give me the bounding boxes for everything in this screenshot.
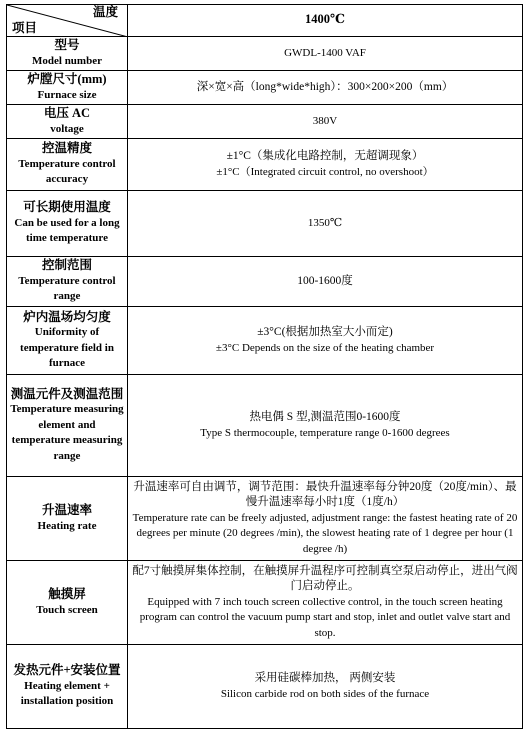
row-label-cell	[7, 139, 128, 191]
table-row	[7, 477, 523, 561]
row-value-cell	[128, 561, 523, 645]
row-label-en: Touch screen	[36, 603, 98, 616]
row-label-zh: 触摸屏	[48, 587, 86, 601]
row-value-cell	[128, 645, 523, 729]
row-value-line: 配7寸触摸屏集体控制，在触摸屏升温程序可控制真空泵启动停止，进出气阀门启动停止。	[132, 564, 518, 593]
row-label-zh: 炉膛尺寸(mm)	[27, 72, 107, 86]
row-value-cell	[128, 191, 523, 257]
row-value-line: ±3°C Depends on the size of the heating chamber	[215, 341, 435, 354]
table-row	[7, 105, 523, 139]
row-value-line: ±3°C(根据加热室大小而定)	[257, 326, 393, 338]
table-row	[7, 257, 523, 307]
row-value-line: Temperature rate can be freely adjusted, adjustment range: the fastest heating rate of 20 degrees per minute (20 degrees /min), the slowest heating rate of 1 degree per hour (1 degree /h)	[132, 511, 518, 555]
table-row	[7, 561, 523, 645]
row-value-line: 采用硅碳棒加热， 两侧安装	[254, 672, 396, 684]
row-value-line: ±1°C（集成化电路控制，无超调现象）	[226, 150, 424, 162]
row-value-line: ±1°C（Integrated circuit control, no overshoot）	[216, 165, 434, 178]
row-value-line: GWDL-1400 VAF	[284, 46, 366, 59]
row-label-en: Temperature control range	[18, 274, 116, 303]
row-label-cell	[7, 105, 128, 139]
row-value-cell	[128, 375, 523, 477]
row-value-cell	[128, 37, 523, 71]
corner-top-label: 温度	[92, 5, 118, 19]
row-label-en: Furnace size	[37, 88, 97, 101]
row-label-zh: 控制范围	[41, 258, 92, 273]
row-value-cell	[128, 105, 523, 139]
row-label-en: Uniformity of temperature field in furnace	[20, 326, 114, 369]
corner-diagonal-line	[7, 5, 128, 37]
row-label-en: Can be used for a long time temperature	[14, 216, 120, 245]
row-label-zh: 可长期使用温度	[23, 200, 111, 215]
table-row	[7, 139, 523, 191]
row-label-cell	[7, 307, 128, 375]
row-label-cell	[7, 645, 128, 729]
row-value-cell	[128, 307, 523, 375]
row-label-cell	[7, 477, 128, 561]
row-label-zh: 炉内温场均匀度	[23, 309, 111, 324]
row-value-line: 100-1600度	[297, 274, 353, 287]
header-value-cell	[128, 5, 523, 37]
row-label-en: Temperature control accuracy	[18, 157, 116, 186]
table-row	[7, 375, 523, 477]
header-row	[7, 5, 523, 37]
corner-header-cell	[7, 5, 128, 37]
table-row	[7, 71, 523, 105]
table-row	[7, 191, 523, 257]
row-label-en: Temperature measuring element and temperature measuring range	[10, 403, 124, 462]
table-row	[7, 307, 523, 375]
row-value-line: Silicon carbide rod on both sides of the furnace	[220, 687, 430, 700]
corner-bottom-label: 项目	[12, 20, 38, 35]
header-temperature: 1400℃	[305, 12, 345, 27]
row-value-line: 升温速率可自由调节，调节范围：最快升温速率每分钟20度（20度/min）、最慢升温速率每小时1度（1度/h）	[133, 480, 517, 509]
row-value-line: 深×宽×高（long*wide*high）：300×200×200（mm）	[196, 80, 454, 93]
spec-table	[6, 4, 523, 729]
row-value-line: Equipped with 7 inch touch screen collective control, in the touch screen heating program can control the vacuum pump start and stop, inlet and outlet valve start and stop.	[139, 595, 511, 639]
row-label-cell	[7, 561, 128, 645]
row-label-cell	[7, 257, 128, 307]
row-label-zh: 测温元件及测温范围	[10, 386, 124, 401]
row-value-cell	[128, 257, 523, 307]
row-label-cell	[7, 191, 128, 257]
row-label-zh: 发热元件+安装位置	[13, 663, 121, 678]
row-label-cell	[7, 37, 128, 71]
row-label-en: Model number	[32, 54, 102, 67]
row-value-line: 热电偶 S 型,测温范围0-1600度	[249, 411, 401, 423]
row-label-zh: 电压 AC	[43, 106, 91, 120]
row-label-cell	[7, 71, 128, 105]
row-label-en: Heating rate	[37, 519, 97, 532]
row-value-cell	[128, 139, 523, 191]
row-label-zh: 升温速率	[41, 503, 92, 517]
table-row	[7, 645, 523, 729]
row-value-line: 1350℃	[307, 216, 343, 229]
row-label-en: Heating element + installation position	[20, 679, 114, 708]
row-label-en: voltage	[50, 122, 84, 135]
table-row	[7, 37, 523, 71]
row-label-cell	[7, 375, 128, 477]
row-value-cell	[128, 477, 523, 561]
row-value-cell	[128, 71, 523, 105]
row-value-line: Type S thermocouple, temperature range 0-1600 degrees	[200, 426, 450, 439]
row-value-line: 380V	[312, 114, 338, 127]
row-label-zh: 型号	[54, 38, 80, 52]
row-label-zh: 控温精度	[41, 141, 92, 156]
